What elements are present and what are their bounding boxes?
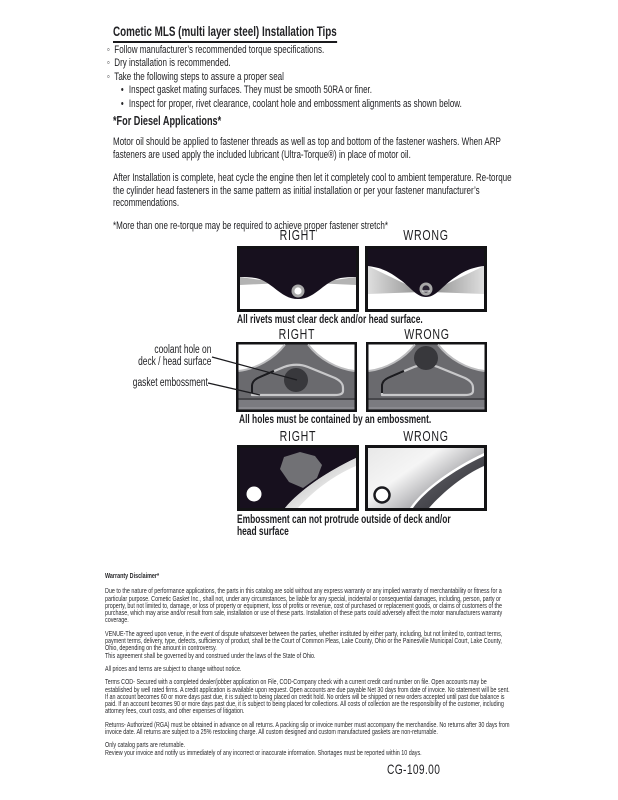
sub-bullet-marker: • [120,97,124,110]
list-item-text: Take the following steps to assure a proper seal [114,70,284,83]
disclaimer-paragraph: All prices and terms are subject to change without notice. [105,663,242,673]
bullet-marker: ◦ [107,44,110,56]
wrong-label: WRONG [403,228,449,244]
gasket-embossment-callout: gasket embossment [132,377,208,389]
disclaimer-heading: Warranty Disclaimer* [105,571,160,580]
list-item-text: Inspect for proper, rivet clearance, coolant hole and embossment alignments as shown below. [128,97,462,110]
right-label: RIGHT [278,327,316,343]
coolant-hole-wrong-diagram [366,342,487,412]
wrong-label: WRONG [404,327,450,343]
bolt-hole [375,488,390,503]
page-title: Cometic MLS (multi layer steel) Installation Tips [113,24,337,39]
list-item [107,44,507,57]
right-label: RIGHT [279,228,317,244]
callout-leader-lines [205,350,305,400]
list-item [107,57,507,70]
embossment-right-diagram [237,445,359,511]
rivet-wrong-diagram [365,246,487,312]
disclaimer-paragraph: Only catalog parts are returnable. [105,740,186,750]
list-item [121,98,507,111]
bolt-hole [247,487,262,502]
diagram-caption: All rivets must clear deck and/or head surface. [237,314,423,326]
list-item-text: Follow manufacturer’s recommended torque specifications. [114,44,325,56]
disclaimer-paragraph: VENUE-The agreed upon venue, in the event of dispute whatsoever between the parties, whether instituted by either party, including, but not limited to, contract terms, payment terms, delivery, type, defects, sufficiency of product, shall be the Court of Common Pleas, Lake County, Ohio or the Painesville Municipal Court, Lake County, Ohio, depending on the amount in controversy. [105,628,503,653]
coolant-hole [414,346,438,370]
embossment-wrong-diagram [365,445,487,511]
page-code: CG-109.00 [387,761,441,777]
paragraph: Motor oil should be applied to fastener threads as well as top and bottom of the fastener washers. When ARP fasteners are used apply the included lubricant (Ultra-Torque®) in place of motor oil. [113,136,501,161]
paragraph: *More than one re-torque may be required to achieve proper fastener stretch* [113,220,388,233]
list-item [121,84,507,97]
paragraph: After Installation is complete, heat cycle the engine then let it completely cool to ambient temperature. Re-torque the cylinder head fasteners in the same pattern as initial installation or per your fastener manufacturer’s recommendations. [113,172,512,210]
list-item-text: Dry installation is recommended. [114,57,231,70]
bullet-marker: ◦ [107,70,110,83]
diagram-caption: Embossment can not protrude outside of deck and/or head surface [237,514,451,539]
diesel-heading: *For Diesel Applications* [113,114,222,128]
rivet-right-diagram [237,246,359,312]
wrong-label: WRONG [403,429,449,445]
list-item-text: Inspect gasket mating surfaces. They must be smooth 50RA or finer. [128,84,373,97]
sub-bullet-marker: • [120,84,124,97]
disclaimer-paragraph: Due to the nature of performance applications, the parts in this catalog are sold without any express warranty or any implied warranty of merchantability or fitness for a particular purpose. Cometic Gasket Inc., shall not, under any circumstances, be liable for any special, incidental or consequential damages, including, person, party or property, but not limited to, damage, or loss of property or equipment, loss of profits or revenue, cost of purchased or replacement goods, or claims of customers of the purchase, which may arise and/or result from sale, installation or use of these parts. Installation of these parts could adversely affect the motor manufacturers warranty coverage. [105,586,503,625]
diesel-applications-section [113,115,513,244]
diagram-caption: All holes must be contained by an embossment. [239,414,432,426]
disclaimer-paragraph: Review your invoice and notify us immediately of any incorrect or inaccurate information. Shortages must be reported within 10 days. [105,747,422,757]
bullet-marker: ◦ [107,57,110,70]
warranty-disclaimer [105,572,514,762]
list-item [107,71,507,84]
disclaimer-paragraph: This agreement shall be governed by and construed under the laws of the State of Ohio. [105,650,316,660]
right-label: RIGHT [279,429,317,445]
disclaimer-paragraph: Returns- Authorized (RGA) must be obtained in advance on all returns. A packing slip or invoice number must accompany the merchandise. No returns after 30 days from invoice date. All returns are subject to a 25% restocking charge. All custom designed and custom manufactured gaskets are non-returnable. [105,719,510,737]
disclaimer-paragraph: Terms COD- Secured with a completed dealer/jobber application on File, COD-Company check with a current credit card number on file. Open accounts may be established by well rated firms. A credit application is available upon request. Open accounts are due payable Net 30 days from date of invoice. No statement will be sent. If an account becomes 60 or more days past due, it is subject to being placed on credit hold. No orders will be shipped or new orders accepted until past due balance is paid. If an account becomes 90 or more days past due, it is subject to being placed for collections. All costs of collection are the responsibility of the customer, including attorney fees, court costs, and other expenses of litigation. [105,677,510,716]
coolant-hole-callout: coolant hole on deck / head surface [137,344,211,369]
installation-tips-list [107,44,507,111]
